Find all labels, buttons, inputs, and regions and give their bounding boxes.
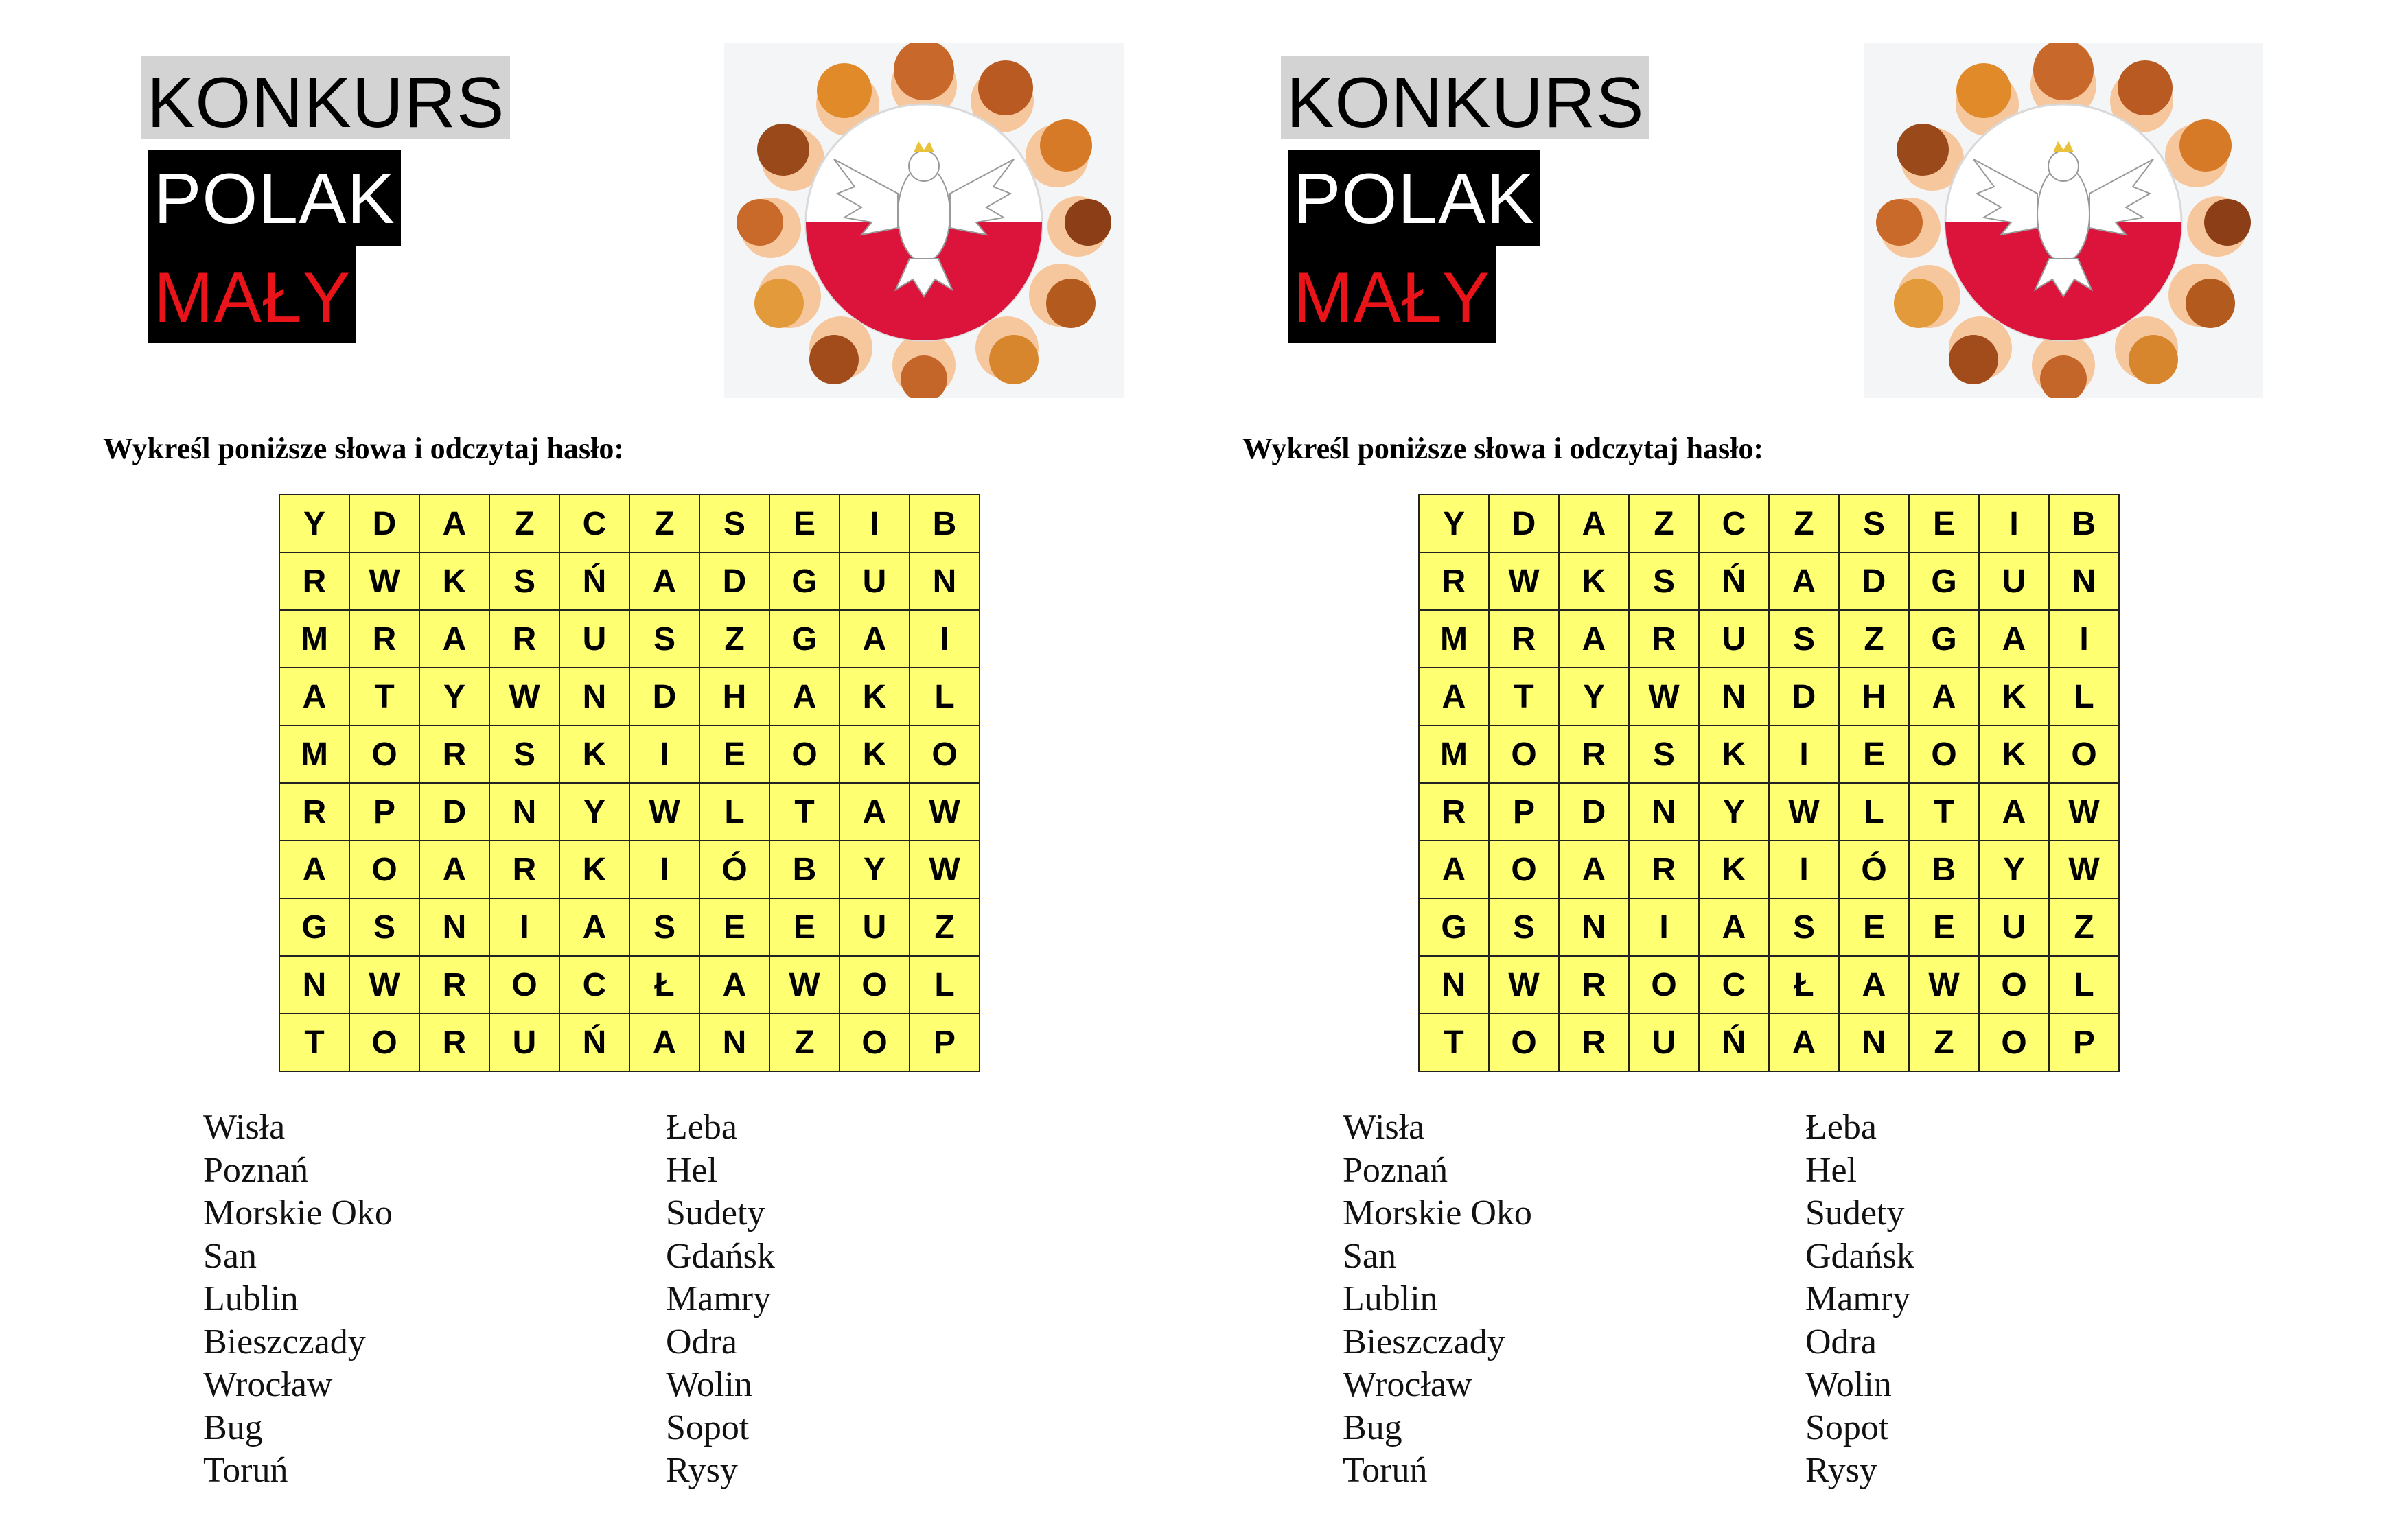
grid-cell[interactable]: T bbox=[279, 1014, 349, 1071]
grid-cell[interactable]: K bbox=[559, 725, 629, 783]
grid-cell[interactable]: A bbox=[629, 552, 699, 610]
grid-cell[interactable]: Y bbox=[840, 841, 910, 898]
grid-cell[interactable]: A bbox=[1559, 610, 1629, 668]
grid-row bbox=[1419, 725, 2119, 783]
grid-cell[interactable]: Ń bbox=[559, 552, 629, 610]
children-flag-emblem-image bbox=[1864, 43, 2263, 398]
grid-cell[interactable]: W bbox=[1769, 783, 1839, 841]
grid-cell[interactable]: R bbox=[489, 610, 559, 668]
word-item: Mamry bbox=[1805, 1279, 1911, 1318]
word-item: Lublin bbox=[1343, 1279, 1438, 1318]
grid-cell[interactable]: P bbox=[349, 783, 419, 841]
grid-cell[interactable]: O bbox=[349, 1014, 419, 1071]
grid-cell[interactable]: K bbox=[840, 668, 910, 725]
word-item: Wisła bbox=[203, 1108, 286, 1147]
grid-cell[interactable]: A bbox=[840, 610, 910, 668]
grid-cell[interactable]: R bbox=[419, 1014, 489, 1071]
grid-cell[interactable]: A bbox=[1699, 898, 1769, 956]
grid-cell[interactable]: D bbox=[699, 552, 769, 610]
word-item: Bieszczady bbox=[203, 1322, 366, 1362]
grid-cell[interactable]: B bbox=[1909, 841, 1979, 898]
grid-cell[interactable]: U bbox=[1699, 610, 1769, 668]
word-item: Poznań bbox=[203, 1150, 309, 1190]
grid-cell[interactable]: G bbox=[1909, 610, 1979, 668]
grid-cell[interactable]: Z bbox=[489, 495, 559, 552]
grid-cell[interactable]: I bbox=[1769, 841, 1839, 898]
grid-cell[interactable]: I bbox=[629, 725, 699, 783]
word-item: Sopot bbox=[1805, 1408, 1889, 1447]
grid-cell[interactable]: O bbox=[769, 725, 840, 783]
instruction-text: Wykreśl poniższe słowa i odczytaj hasło: bbox=[103, 432, 624, 465]
grid-cell[interactable]: L bbox=[1839, 783, 1909, 841]
word-item: Toruń bbox=[203, 1451, 288, 1490]
grid-cell[interactable]: W bbox=[910, 841, 980, 898]
grid-cell[interactable]: Y bbox=[1559, 668, 1629, 725]
grid-cell[interactable]: N bbox=[559, 668, 629, 725]
title-maly: MAŁY bbox=[1288, 246, 1496, 343]
title-polak: POLAK bbox=[1288, 150, 1540, 246]
grid-cell[interactable]: K bbox=[840, 725, 910, 783]
word-item: Rysy bbox=[666, 1451, 738, 1490]
grid-cell[interactable]: A bbox=[419, 841, 489, 898]
grid-cell[interactable]: O bbox=[349, 841, 419, 898]
grid-cell[interactable]: Ń bbox=[1699, 1014, 1769, 1071]
word-item: Bug bbox=[203, 1408, 263, 1447]
word-item: Mamry bbox=[666, 1279, 772, 1318]
grid-cell[interactable]: C bbox=[1699, 956, 1769, 1014]
grid-cell[interactable]: Ń bbox=[1699, 552, 1769, 610]
word-item: Odra bbox=[1805, 1322, 1877, 1362]
grid-cell[interactable]: N bbox=[699, 1014, 769, 1071]
grid-cell[interactable]: Y bbox=[1419, 495, 1489, 552]
word-item: Poznań bbox=[1343, 1150, 1448, 1190]
grid-cell[interactable]: O bbox=[349, 725, 419, 783]
grid-cell[interactable]: I bbox=[1979, 495, 2049, 552]
grid-cell[interactable]: N bbox=[1559, 898, 1629, 956]
grid-row bbox=[1419, 1014, 2119, 1071]
grid-cell[interactable]: K bbox=[1699, 725, 1769, 783]
grid-cell[interactable]: S bbox=[699, 495, 769, 552]
grid-cell[interactable]: Ł bbox=[1769, 956, 1839, 1014]
word-search-grid bbox=[279, 494, 980, 1072]
grid-cell[interactable]: A bbox=[279, 841, 349, 898]
grid-cell[interactable]: U bbox=[1629, 1014, 1699, 1071]
word-item: Sudety bbox=[666, 1193, 765, 1233]
grid-row bbox=[1419, 552, 2119, 610]
grid-cell[interactable]: U bbox=[1979, 552, 2049, 610]
grid-cell[interactable]: R bbox=[1559, 1014, 1629, 1071]
grid-cell[interactable]: D bbox=[1489, 495, 1559, 552]
word-item: Sopot bbox=[666, 1408, 750, 1447]
grid-cell[interactable]: B bbox=[910, 495, 980, 552]
grid-cell[interactable]: G bbox=[769, 610, 840, 668]
grid-row bbox=[279, 668, 980, 725]
grid-cell[interactable]: M bbox=[1419, 610, 1489, 668]
grid-cell[interactable]: P bbox=[910, 1014, 980, 1071]
title-konkurs: KONKURS bbox=[1281, 56, 1649, 139]
grid-cell[interactable]: A bbox=[1419, 841, 1489, 898]
grid-row bbox=[1419, 898, 2119, 956]
grid-cell[interactable]: S bbox=[349, 898, 419, 956]
word-item: Bieszczady bbox=[1343, 1322, 1505, 1362]
grid-cell[interactable]: D bbox=[1769, 668, 1839, 725]
grid-cell[interactable]: P bbox=[1489, 783, 1559, 841]
grid-cell[interactable]: S bbox=[1629, 552, 1699, 610]
grid-cell[interactable]: Y bbox=[1699, 783, 1769, 841]
grid-cell[interactable]: I bbox=[840, 495, 910, 552]
grid-cell[interactable]: O bbox=[1489, 725, 1559, 783]
grid-cell[interactable]: I bbox=[629, 841, 699, 898]
grid-cell[interactable]: D bbox=[419, 783, 489, 841]
grid-cell[interactable]: R bbox=[419, 725, 489, 783]
worksheet-right bbox=[1139, 0, 2343, 1540]
grid-cell[interactable]: S bbox=[1769, 610, 1839, 668]
word-search-grid bbox=[1418, 494, 2120, 1072]
grid-cell[interactable]: A bbox=[1769, 1014, 1839, 1071]
grid-cell[interactable]: A bbox=[1979, 783, 2049, 841]
grid-cell[interactable]: W bbox=[489, 668, 559, 725]
grid-cell[interactable]: A bbox=[840, 783, 910, 841]
grid-cell[interactable]: L bbox=[2049, 956, 2119, 1014]
title-polak: POLAK bbox=[148, 150, 401, 246]
grid-cell[interactable]: A bbox=[629, 1014, 699, 1071]
word-item: Morskie Oko bbox=[1343, 1193, 1532, 1233]
grid-cell[interactable]: A bbox=[1979, 610, 2049, 668]
grid-cell[interactable]: Z bbox=[1909, 1014, 1979, 1071]
grid-cell[interactable]: R bbox=[279, 552, 349, 610]
grid-cell[interactable]: Z bbox=[1839, 610, 1909, 668]
grid-cell[interactable]: O bbox=[2049, 725, 2119, 783]
grid-cell[interactable]: E bbox=[1909, 898, 1979, 956]
grid-cell[interactable]: A bbox=[1909, 668, 1979, 725]
word-item: Toruń bbox=[1343, 1451, 1428, 1490]
grid-row bbox=[279, 1014, 980, 1071]
grid-cell[interactable]: O bbox=[910, 725, 980, 783]
grid-cell[interactable]: I bbox=[1769, 725, 1839, 783]
word-item: Lublin bbox=[203, 1279, 299, 1318]
grid-cell[interactable]: A bbox=[1769, 552, 1839, 610]
grid-cell[interactable]: A bbox=[1559, 841, 1629, 898]
word-item: Odra bbox=[666, 1322, 737, 1362]
word-item: Morskie Oko bbox=[203, 1193, 393, 1233]
grid-cell[interactable]: W bbox=[1489, 552, 1559, 610]
grid-cell[interactable]: A bbox=[559, 898, 629, 956]
word-item: Łeba bbox=[1805, 1108, 1877, 1147]
grid-cell[interactable]: L bbox=[910, 668, 980, 725]
grid-cell[interactable]: E bbox=[769, 495, 840, 552]
grid-cell[interactable]: L bbox=[699, 783, 769, 841]
grid-cell[interactable]: W bbox=[349, 552, 419, 610]
grid-cell[interactable]: R bbox=[419, 956, 489, 1014]
grid-cell[interactable]: W bbox=[1909, 956, 1979, 1014]
grid-cell[interactable]: K bbox=[1979, 725, 2049, 783]
grid-cell[interactable]: O bbox=[1909, 725, 1979, 783]
grid-cell[interactable]: G bbox=[1909, 552, 1979, 610]
grid-cell[interactable]: Ł bbox=[629, 956, 699, 1014]
grid-cell[interactable]: D bbox=[1839, 552, 1909, 610]
grid-cell[interactable]: Z bbox=[2049, 898, 2119, 956]
grid-cell[interactable]: G bbox=[769, 552, 840, 610]
grid-cell[interactable]: K bbox=[419, 552, 489, 610]
grid-cell[interactable]: Y bbox=[1979, 841, 2049, 898]
grid-cell[interactable]: C bbox=[1699, 495, 1769, 552]
grid-cell[interactable]: S bbox=[489, 725, 559, 783]
word-item: Gdańsk bbox=[666, 1236, 775, 1276]
grid-cell[interactable]: W bbox=[2049, 783, 2119, 841]
grid-cell[interactable]: A bbox=[1559, 495, 1629, 552]
grid-cell[interactable]: W bbox=[2049, 841, 2119, 898]
grid-cell[interactable]: R bbox=[1419, 552, 1489, 610]
grid-cell[interactable]: S bbox=[629, 898, 699, 956]
grid-cell[interactable]: A bbox=[769, 668, 840, 725]
grid-cell[interactable]: R bbox=[279, 783, 349, 841]
grid-cell[interactable]: U bbox=[489, 1014, 559, 1071]
grid-cell[interactable]: N bbox=[1629, 783, 1699, 841]
grid-row bbox=[279, 783, 980, 841]
grid-row bbox=[279, 495, 980, 552]
instruction-text: Wykreśl poniższe słowa i odczytaj hasło: bbox=[1242, 432, 1763, 465]
grid-cell[interactable]: A bbox=[699, 956, 769, 1014]
grid-cell[interactable]: E bbox=[1839, 898, 1909, 956]
word-item: Wolin bbox=[1805, 1365, 1892, 1404]
word-list-column-1 bbox=[203, 1106, 393, 1493]
word-item: Wolin bbox=[666, 1365, 752, 1404]
grid-cell[interactable]: W bbox=[1629, 668, 1699, 725]
grid-row bbox=[1419, 495, 2119, 552]
word-item: Hel bbox=[1805, 1150, 1857, 1190]
grid-cell[interactable]: Z bbox=[1769, 495, 1839, 552]
word-item: Rysy bbox=[1805, 1451, 1877, 1490]
children-flag-emblem-image bbox=[724, 43, 1124, 398]
grid-row bbox=[279, 956, 980, 1014]
word-item: Wrocław bbox=[1343, 1365, 1472, 1404]
grid-row bbox=[279, 898, 980, 956]
grid-cell[interactable]: W bbox=[910, 783, 980, 841]
grid-cell[interactable]: A bbox=[279, 668, 349, 725]
grid-cell[interactable]: W bbox=[629, 783, 699, 841]
grid-cell[interactable]: E bbox=[699, 898, 769, 956]
grid-row bbox=[1419, 956, 2119, 1014]
grid-cell[interactable]: D bbox=[629, 668, 699, 725]
grid-cell[interactable]: C bbox=[559, 956, 629, 1014]
grid-cell[interactable]: E bbox=[699, 725, 769, 783]
grid-cell[interactable]: I bbox=[489, 898, 559, 956]
grid-cell[interactable]: N bbox=[279, 956, 349, 1014]
word-item: San bbox=[1343, 1236, 1396, 1276]
title-maly: MAŁY bbox=[148, 246, 356, 343]
grid-cell[interactable]: Y bbox=[419, 668, 489, 725]
word-item: Sudety bbox=[1805, 1193, 1905, 1233]
grid-cell[interactable]: Z bbox=[629, 495, 699, 552]
grid-cell[interactable]: T bbox=[1489, 668, 1559, 725]
grid-cell[interactable]: R bbox=[1419, 783, 1489, 841]
grid-cell[interactable]: M bbox=[279, 610, 349, 668]
grid-cell[interactable]: U bbox=[559, 610, 629, 668]
grid-cell[interactable]: G bbox=[1419, 898, 1489, 956]
grid-cell[interactable]: I bbox=[2049, 610, 2119, 668]
grid-cell[interactable]: S bbox=[1839, 495, 1909, 552]
grid-cell[interactable]: U bbox=[1979, 898, 2049, 956]
grid-cell[interactable]: T bbox=[1909, 783, 1979, 841]
grid-cell[interactable]: E bbox=[1909, 495, 1979, 552]
grid-cell[interactable]: O bbox=[1979, 956, 2049, 1014]
grid-row bbox=[279, 552, 980, 610]
grid-cell[interactable]: S bbox=[1629, 725, 1699, 783]
grid-cell[interactable]: A bbox=[419, 495, 489, 552]
grid-cell[interactable]: D bbox=[1559, 783, 1629, 841]
grid-cell[interactable]: W bbox=[1489, 956, 1559, 1014]
grid-cell[interactable]: H bbox=[699, 668, 769, 725]
grid-row bbox=[1419, 610, 2119, 668]
grid-cell[interactable]: D bbox=[349, 495, 419, 552]
grid-cell[interactable]: O bbox=[489, 956, 559, 1014]
grid-cell[interactable]: O bbox=[840, 1014, 910, 1071]
grid-cell[interactable]: L bbox=[2049, 668, 2119, 725]
grid-cell[interactable]: P bbox=[2049, 1014, 2119, 1071]
grid-cell[interactable]: Ń bbox=[559, 1014, 629, 1071]
grid-cell[interactable]: R bbox=[1489, 610, 1559, 668]
grid-cell[interactable]: H bbox=[1839, 668, 1909, 725]
word-list-column-1 bbox=[1343, 1106, 1532, 1493]
grid-cell[interactable]: Ó bbox=[1839, 841, 1909, 898]
grid-cell[interactable]: R bbox=[1559, 956, 1629, 1014]
grid-cell[interactable]: C bbox=[559, 495, 629, 552]
grid-cell[interactable]: W bbox=[769, 956, 840, 1014]
word-list-column-2 bbox=[1805, 1106, 1914, 1493]
grid-cell[interactable]: Ó bbox=[699, 841, 769, 898]
grid-cell[interactable]: O bbox=[1489, 1014, 1559, 1071]
grid-cell[interactable]: U bbox=[840, 552, 910, 610]
grid-cell[interactable]: E bbox=[1839, 725, 1909, 783]
grid-cell[interactable]: Z bbox=[769, 1014, 840, 1071]
grid-cell[interactable]: N bbox=[419, 898, 489, 956]
word-item: Wrocław bbox=[203, 1365, 333, 1404]
grid-cell[interactable]: K bbox=[1979, 668, 2049, 725]
word-item: Łeba bbox=[666, 1108, 737, 1147]
grid-cell[interactable]: Y bbox=[559, 783, 629, 841]
word-list-column-2 bbox=[666, 1106, 775, 1493]
grid-cell[interactable]: S bbox=[489, 552, 559, 610]
grid-cell[interactable]: Z bbox=[910, 898, 980, 956]
grid-cell[interactable]: B bbox=[2049, 495, 2119, 552]
grid-cell[interactable]: T bbox=[1419, 1014, 1489, 1071]
grid-cell[interactable]: S bbox=[1769, 898, 1839, 956]
grid-cell[interactable]: N bbox=[910, 552, 980, 610]
grid-cell[interactable]: O bbox=[1489, 841, 1559, 898]
word-item: Bug bbox=[1343, 1408, 1402, 1447]
grid-cell[interactable]: T bbox=[769, 783, 840, 841]
grid-cell[interactable]: Z bbox=[699, 610, 769, 668]
grid-cell[interactable]: O bbox=[840, 956, 910, 1014]
grid-cell[interactable]: N bbox=[489, 783, 559, 841]
grid-cell[interactable]: U bbox=[840, 898, 910, 956]
grid-cell[interactable]: I bbox=[1629, 898, 1699, 956]
grid-cell[interactable]: G bbox=[279, 898, 349, 956]
word-item: Hel bbox=[666, 1150, 718, 1190]
grid-row bbox=[279, 725, 980, 783]
grid-row bbox=[279, 610, 980, 668]
title-konkurs: KONKURS bbox=[141, 56, 510, 139]
grid-cell[interactable]: N bbox=[1839, 1014, 1909, 1071]
grid-cell[interactable]: N bbox=[1419, 956, 1489, 1014]
word-item: Wisła bbox=[1343, 1108, 1425, 1147]
grid-cell[interactable]: R bbox=[489, 841, 559, 898]
grid-cell[interactable]: W bbox=[349, 956, 419, 1014]
word-item: Gdańsk bbox=[1805, 1236, 1914, 1276]
grid-cell[interactable]: S bbox=[629, 610, 699, 668]
grid-cell[interactable]: A bbox=[1419, 668, 1489, 725]
grid-cell[interactable]: M bbox=[1419, 725, 1489, 783]
grid-cell[interactable]: S bbox=[1489, 898, 1559, 956]
grid-cell[interactable]: Y bbox=[279, 495, 349, 552]
grid-row bbox=[1419, 783, 2119, 841]
word-item: San bbox=[203, 1236, 257, 1276]
grid-cell[interactable]: N bbox=[1699, 668, 1769, 725]
grid-cell[interactable]: K bbox=[1699, 841, 1769, 898]
grid-cell[interactable]: L bbox=[910, 956, 980, 1014]
grid-cell[interactable]: E bbox=[769, 898, 840, 956]
grid-cell[interactable]: N bbox=[2049, 552, 2119, 610]
grid-cell[interactable]: R bbox=[1629, 610, 1699, 668]
grid-cell[interactable]: K bbox=[1559, 552, 1629, 610]
grid-row bbox=[1419, 668, 2119, 725]
grid-row bbox=[279, 841, 980, 898]
grid-cell[interactable]: B bbox=[769, 841, 840, 898]
grid-cell[interactable]: A bbox=[419, 610, 489, 668]
grid-cell[interactable]: R bbox=[349, 610, 419, 668]
grid-row bbox=[1419, 841, 2119, 898]
grid-cell[interactable]: O bbox=[1979, 1014, 2049, 1071]
grid-cell[interactable]: O bbox=[1629, 956, 1699, 1014]
grid-cell[interactable]: R bbox=[1629, 841, 1699, 898]
grid-cell[interactable]: M bbox=[279, 725, 349, 783]
grid-cell[interactable]: R bbox=[1559, 725, 1629, 783]
grid-cell[interactable]: T bbox=[349, 668, 419, 725]
grid-cell[interactable]: K bbox=[559, 841, 629, 898]
grid-cell[interactable]: A bbox=[1839, 956, 1909, 1014]
grid-cell[interactable]: Z bbox=[1629, 495, 1699, 552]
grid-cell[interactable]: I bbox=[910, 610, 980, 668]
